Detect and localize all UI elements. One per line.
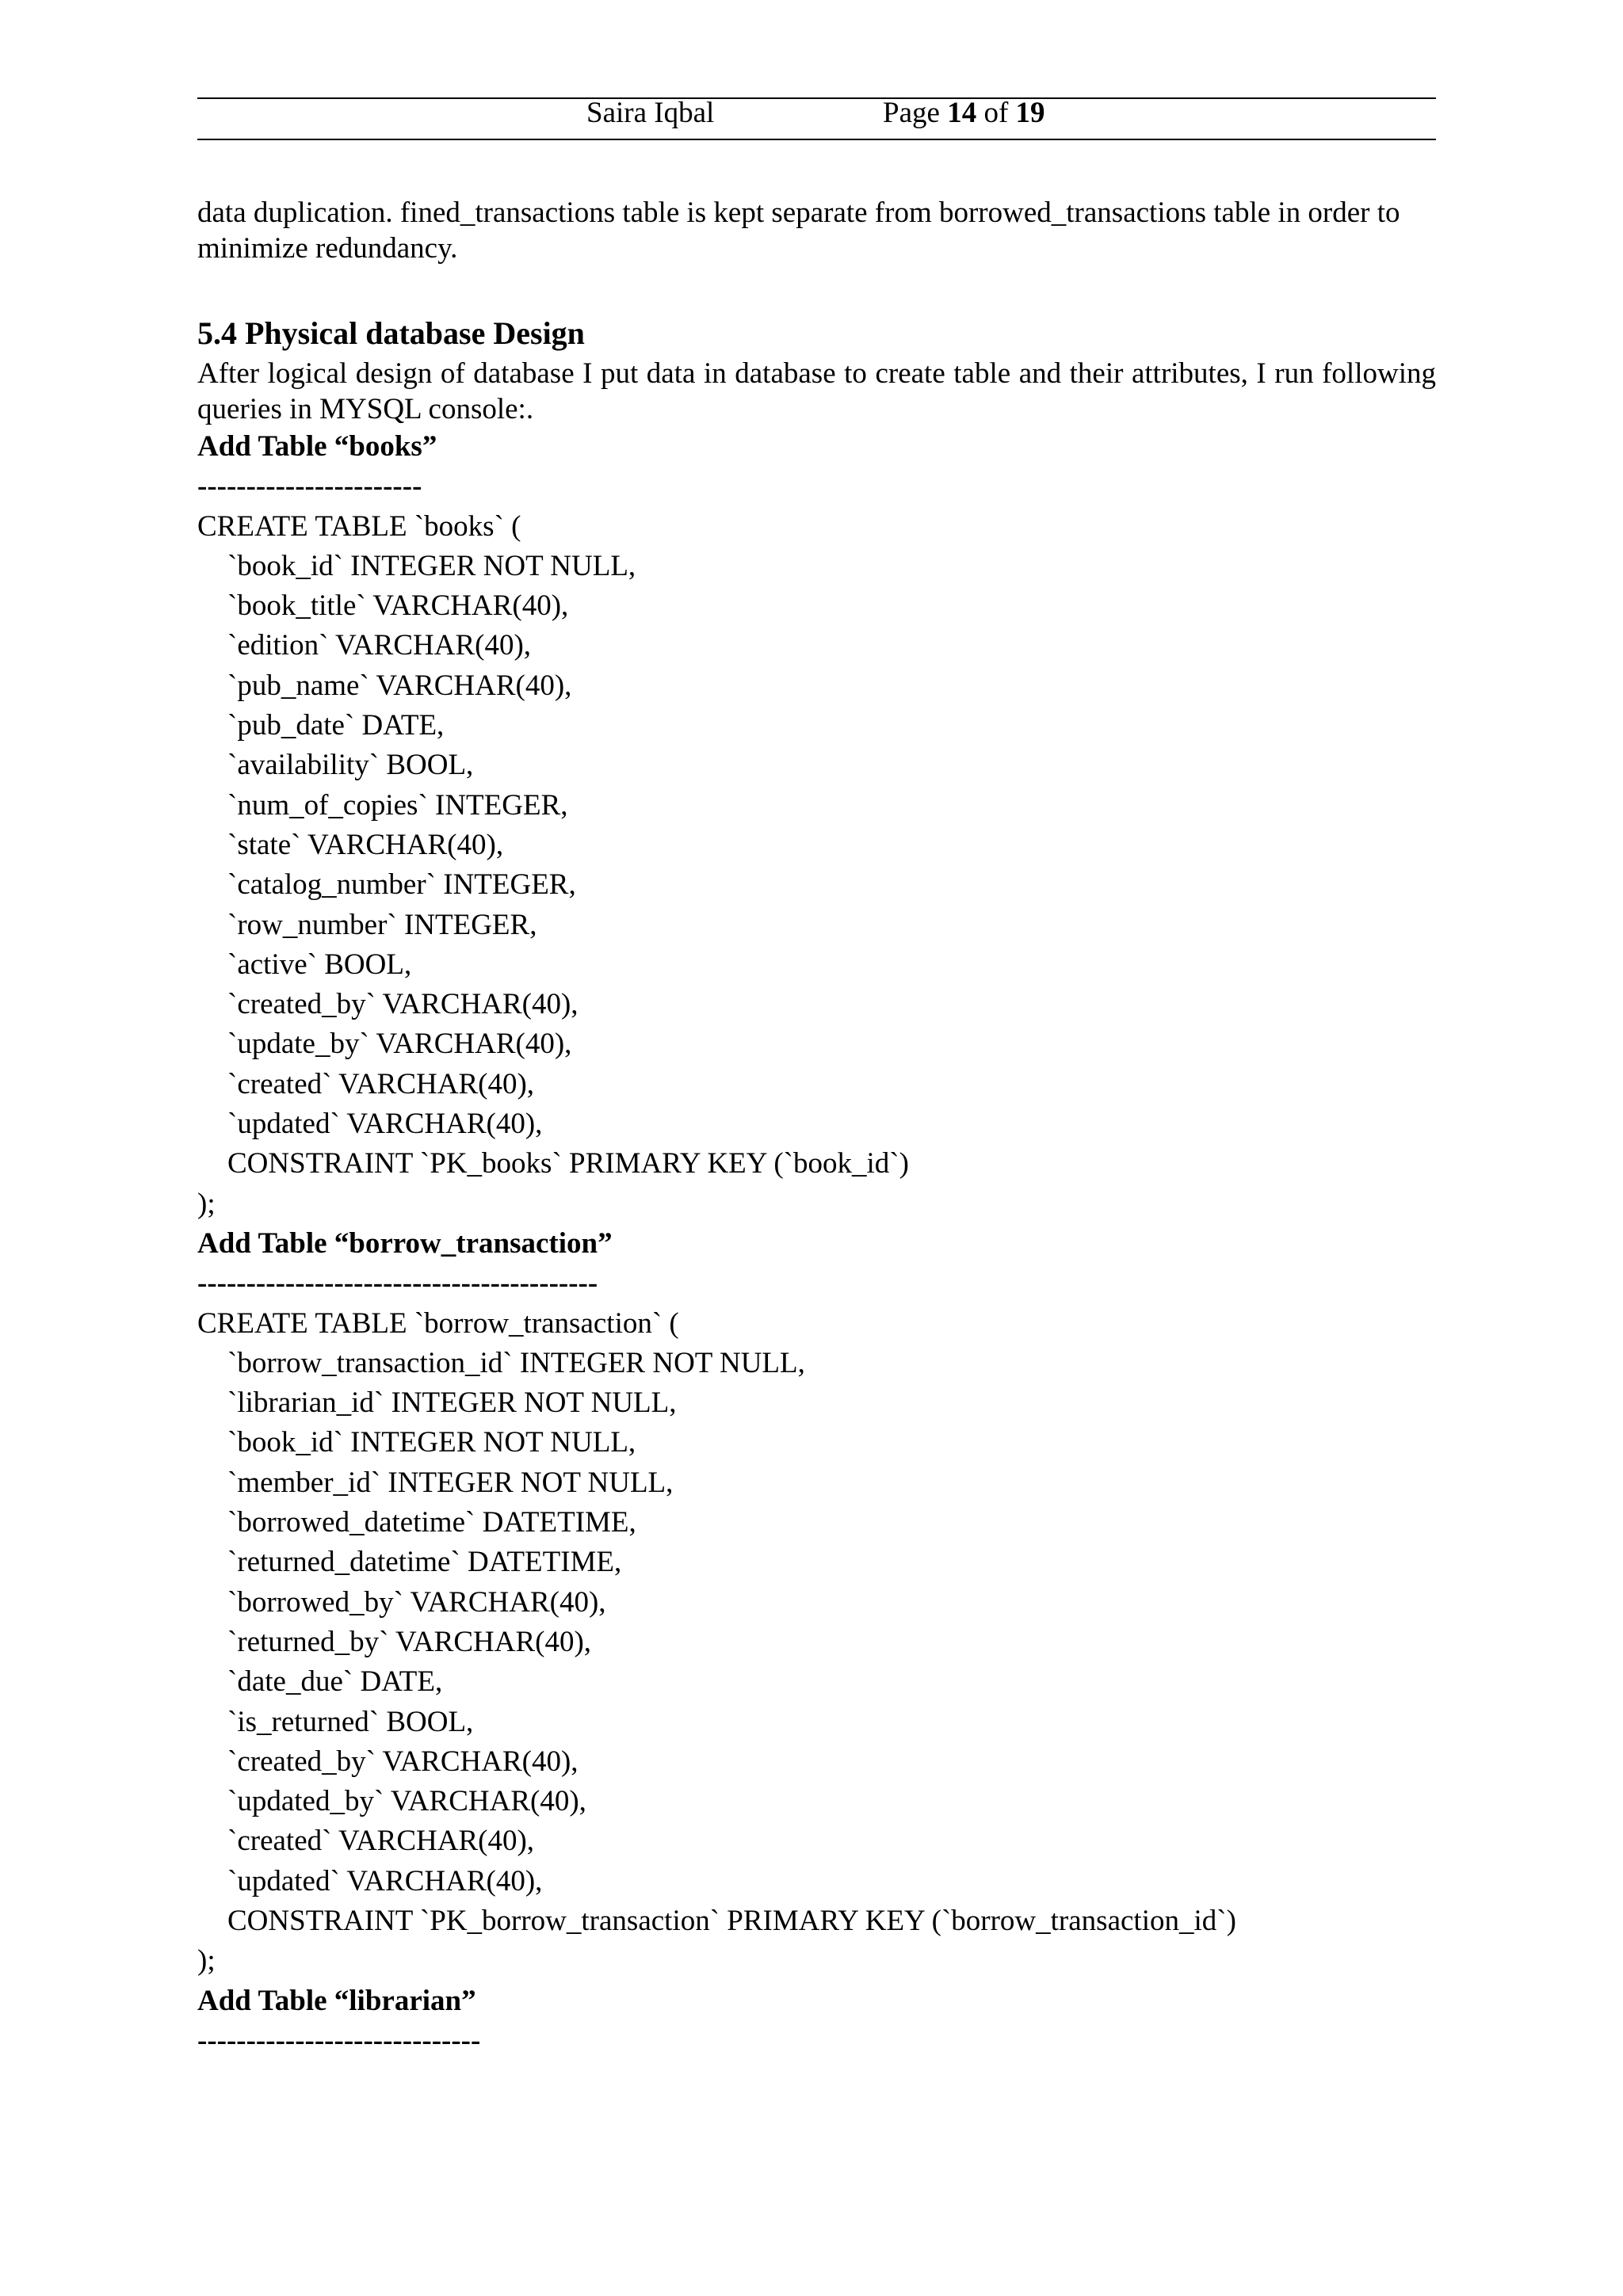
- of-word: of: [983, 97, 1009, 129]
- section-description: After logical design of database I put data in database to create table and their attributes, I run following queries in MYSQL console:.: [197, 357, 1436, 425]
- sql-line: `pub_name` VARCHAR(40),: [227, 669, 572, 702]
- sql-listing: [197, 427, 1436, 2061]
- sql-line: `created_by` VARCHAR(40),: [227, 1745, 579, 1778]
- sql-line: `catalog_number` INTEGER,: [227, 868, 576, 902]
- sql-line: `update_by` VARCHAR(40),: [227, 1028, 572, 1061]
- header-bottom-rule: [197, 139, 1436, 140]
- table-caption-line: Add Table “books”: [197, 430, 437, 463]
- sql-line: CONSTRAINT `PK_books` PRIMARY KEY (`book_id`): [227, 1147, 909, 1180]
- table-caption-line: -----------------------------------------: [197, 1267, 598, 1300]
- sql-line: `date_due` DATE,: [227, 1665, 443, 1699]
- sql-line: `edition` VARCHAR(40),: [227, 629, 532, 662]
- sql-line: `state` VARCHAR(40),: [227, 828, 504, 861]
- table-caption-line: Add Table “borrow_transaction”: [197, 1226, 613, 1260]
- sql-line: `borrowed_by` VARCHAR(40),: [227, 1585, 606, 1619]
- sql-line: CREATE TABLE `borrow_transaction` (: [197, 1306, 679, 1340]
- table-caption-line: -----------------------------: [197, 2023, 481, 2057]
- header-page-number: [883, 98, 1045, 128]
- sql-line: `created` VARCHAR(40),: [227, 1825, 535, 1858]
- sql-line: CONSTRAINT `PK_borrow_transaction` PRIMARY KEY (`borrow_transaction_id`): [227, 1904, 1236, 1937]
- sql-line: `is_returned` BOOL,: [227, 1705, 474, 1738]
- sql-line: `borrow_transaction_id` INTEGER NOT NULL,: [227, 1346, 805, 1379]
- sql-line: `active` BOOL,: [227, 948, 412, 981]
- intro-paragraph: data duplication. fined_transactions table is kept separate from borrowed_transactions table in order to minimize redundancy.: [197, 196, 1400, 265]
- section-heading: 5.4 Physical database Design: [197, 315, 585, 351]
- header-author: Saira Iqbal: [586, 97, 715, 129]
- sql-line: );: [197, 1944, 216, 1978]
- sql-line: `updated` VARCHAR(40),: [227, 1108, 543, 1141]
- header-top-rule: [197, 97, 1436, 99]
- sql-line: `num_of_copies` INTEGER,: [227, 788, 568, 822]
- sql-line: `librarian_id` INTEGER NOT NULL,: [227, 1386, 677, 1420]
- sql-line: `book_id` INTEGER NOT NULL,: [227, 549, 636, 582]
- sql-line: `member_id` INTEGER NOT NULL,: [227, 1466, 674, 1499]
- sql-line: `book_title` VARCHAR(40),: [227, 589, 569, 623]
- page-current: 14: [947, 97, 977, 129]
- sql-line: `row_number` INTEGER,: [227, 908, 537, 941]
- page-total: 19: [1015, 97, 1045, 129]
- sql-line: `updated` VARCHAR(40),: [227, 1864, 543, 1897]
- sql-line: `pub_date` DATE,: [227, 709, 445, 742]
- sql-line: `returned_datetime` DATETIME,: [227, 1546, 622, 1579]
- sql-line: `availability` BOOL,: [227, 749, 474, 782]
- table-caption-line: Add Table “librarian”: [197, 1984, 476, 2017]
- page-body: [197, 196, 1436, 2061]
- table-caption-line: -----------------------: [197, 470, 422, 503]
- sql-line: CREATE TABLE `books` (: [197, 509, 521, 543]
- page-word: Page: [883, 97, 940, 129]
- sql-line: `book_id` INTEGER NOT NULL,: [227, 1426, 636, 1459]
- sql-line: );: [197, 1187, 216, 1220]
- sql-line: `created_by` VARCHAR(40),: [227, 988, 579, 1021]
- sql-line: `borrowed_datetime` DATETIME,: [227, 1506, 636, 1539]
- sql-line: `updated_by` VARCHAR(40),: [227, 1785, 586, 1818]
- sql-line: `created` VARCHAR(40),: [227, 1067, 535, 1100]
- sql-line: `returned_by` VARCHAR(40),: [227, 1625, 592, 1658]
